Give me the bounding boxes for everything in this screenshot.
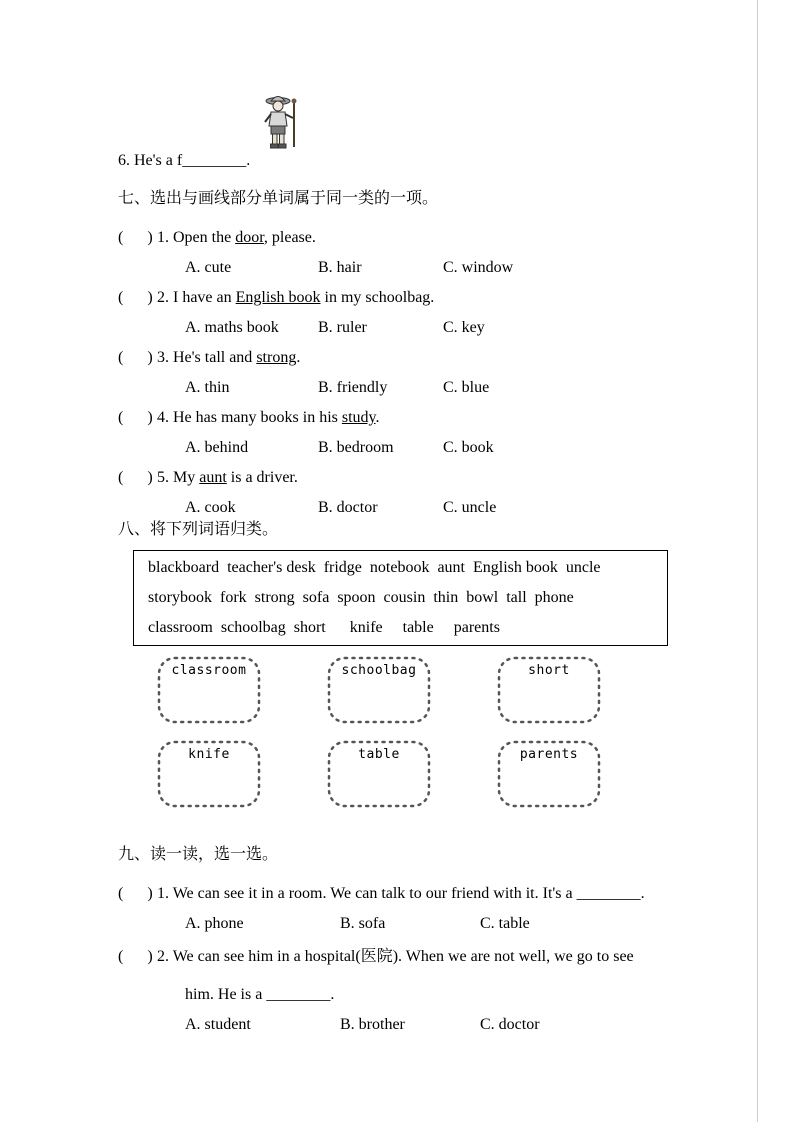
answer-paren: ( ) [118,948,153,965]
answer-paren: ( ) [118,885,153,902]
stem-text: . [375,409,380,426]
answer-paren: ( ) [118,349,153,366]
s7-q4-stem [118,407,733,429]
category-box-schoolbag [325,654,433,726]
stem-text: 2. I have an [157,289,236,306]
s7-q2-stem [118,287,733,309]
word-bank-box [133,550,668,646]
option-b: B. brother [340,1016,405,1033]
category-box-label: parents [519,747,579,762]
question-6-text: 6. He's a f________. [118,152,251,169]
s7-q5-options [185,497,733,519]
option-a: A. phone [185,915,244,932]
section-8-title: 八、将下列词语归类。 [118,521,279,538]
option-b: B. sofa [340,915,386,932]
option-c: C. key [443,319,485,336]
section-7-title: 七、选出与画线部分单词属于同一类的一项。 [118,190,439,207]
option-a: A. maths book [185,319,279,336]
s7-q2-options [185,317,733,339]
stem-text: 1. Open the [157,229,236,246]
underlined-word: strong [256,349,297,366]
answer-paren: ( ) [118,289,153,306]
s7-q5-stem [118,467,733,489]
option-a: A. student [185,1016,251,1033]
scan-artifact-line [757,0,758,1122]
s7-q3-options [185,377,733,399]
word-bank-line-3: classroom schoolbag short knife table parents [148,619,500,636]
s9-q1-stem [118,883,733,905]
stem-text: 5. My [157,469,200,486]
answer-paren: ( ) [118,409,153,426]
s9-q2-stem-line2: him. He is a ________. [185,986,335,1003]
s9-q1-options [185,913,733,935]
s7-q1-options [185,257,733,279]
underlined-word: English book [235,289,321,306]
stem-text: 2. We can see him in a hospital(医院). When we are not well, we go to see [157,948,634,965]
option-b: B. doctor [318,499,378,516]
option-c: C. blue [443,379,490,396]
category-box-short [495,654,603,726]
option-a: A. cook [185,499,236,516]
category-box-knife [155,738,263,810]
answer-paren: ( ) [118,469,153,486]
stem-text: in my schoolbag. [320,289,435,306]
option-b: B. hair [318,259,362,276]
section-9-title: 九、读一读，选一选。 [118,846,279,863]
underlined-word: door [235,229,264,246]
option-b: B. friendly [318,379,388,396]
stem-text: 1. We can see it in a room. We can talk to our friend with it. It's a ________. [157,885,645,902]
category-box-label: table [358,747,400,762]
s7-q1-stem [118,227,733,249]
option-c: C. table [480,915,530,932]
word-bank-line-1: blackboard teacher's desk fridge notebook aunt English book uncle [148,559,601,576]
option-a: A. cute [185,259,232,276]
category-box-label: short [528,663,570,678]
option-b: B. ruler [318,319,367,336]
stem-text: . [296,349,301,366]
answer-paren: ( ) [118,229,153,246]
option-c: C. uncle [443,499,497,516]
option-a: A. thin [185,379,230,396]
s9-q2-options [185,1014,733,1036]
word-bank-line-2: storybook fork strong sofa spoon cousin thin bowl tall phone [148,589,574,606]
s7-q3-stem [118,347,733,369]
stem-text: , please. [263,229,316,246]
stem-text: is a driver. [226,469,298,486]
stem-text: 4. He has many books in his [157,409,342,426]
option-c: C. window [443,259,514,276]
category-box-parents [495,738,603,810]
category-box-label: schoolbag [341,663,417,678]
s9-q2-stem-line1 [118,946,733,968]
category-box-label: classroom [171,663,247,678]
category-box-table [325,738,433,810]
s7-q4-options [185,437,733,459]
option-b: B. bedroom [318,439,394,456]
hiker-clipart-image [258,92,304,150]
underlined-word: aunt [199,469,227,486]
option-c: C. book [443,439,494,456]
option-a: A. behind [185,439,249,456]
category-box-classroom [155,654,263,726]
category-grid [155,654,603,810]
stem-text: 3. He's tall and [157,349,257,366]
option-c: C. doctor [480,1016,540,1033]
underlined-word: study [341,409,376,426]
category-box-label: knife [188,747,230,762]
